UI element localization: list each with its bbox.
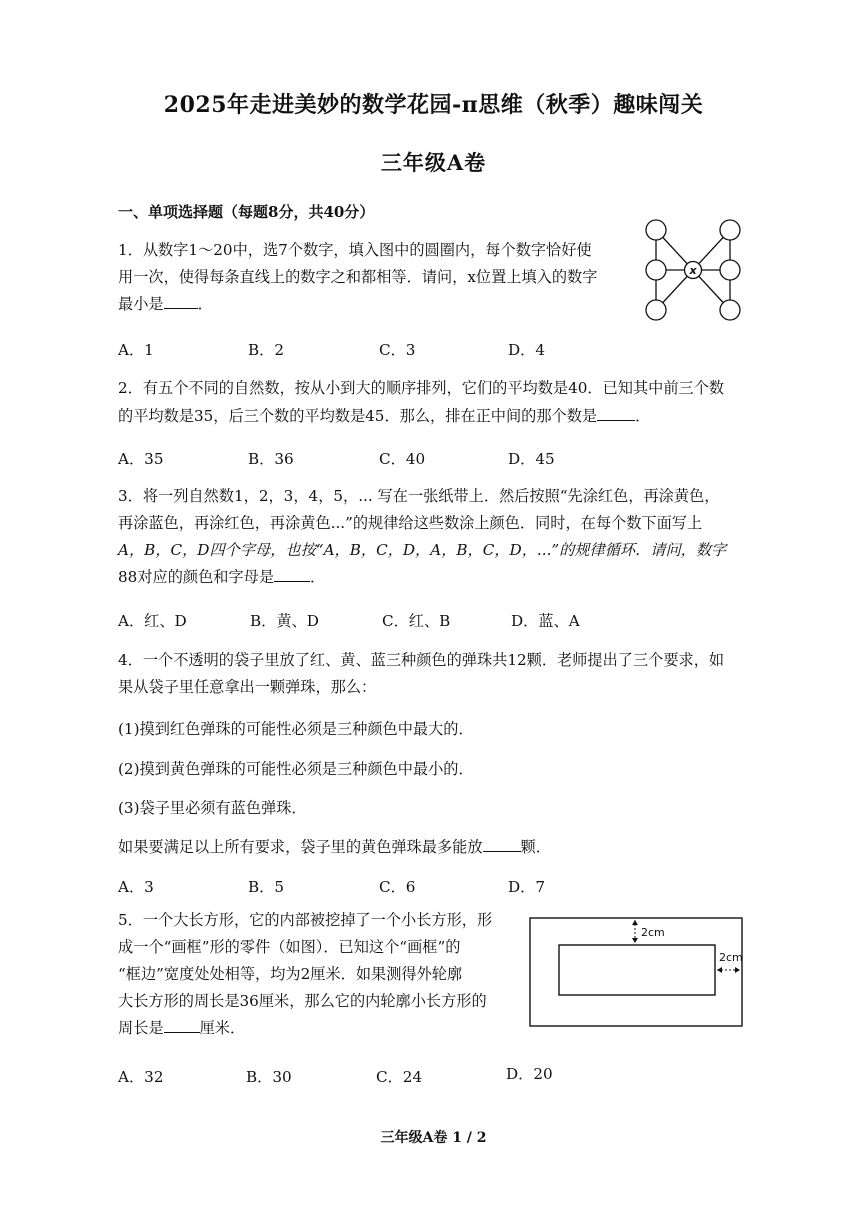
- q2-option-c[interactable]: C．40: [379, 450, 426, 468]
- q3-line-1: 3．将一列自然数1，2，3，4，5，... 写在一张纸带上．然后按照“先涂红色，再涂黄色，: [118, 487, 720, 505]
- q1-line-3-text: 最小是: [118, 295, 164, 313]
- q1-end: ．: [197, 295, 213, 313]
- q4-condition-1: (1)摸到红色弹珠的可能性必须是三种颜色中最大的．: [118, 720, 474, 738]
- q1-line-1: 1．从数字1～20中，选7个数字，填入图中的圆圈内，每个数字恰好使: [118, 241, 592, 259]
- q3-option-b[interactable]: B．黄、D: [250, 612, 319, 630]
- q5-line-5: [118, 1018, 492, 1039]
- q5-line-1: 5．一个大长方形，它的内部被挖掉了一个小长方形，形: [118, 911, 493, 929]
- q3-option-c[interactable]: C．红、B: [382, 612, 451, 630]
- q3-option-d[interactable]: D．蓝、A: [511, 612, 580, 630]
- page-footer: 三年级A卷 1 / 2: [380, 1130, 487, 1146]
- q2-line-2: [118, 406, 724, 427]
- q4-answer-blank[interactable]: [483, 837, 521, 852]
- q1-option-b[interactable]: B．2: [248, 341, 285, 359]
- q3-answer-blank[interactable]: [274, 567, 310, 582]
- q5-line-4: 大长方形的周长是36厘米，那么它的内轮廓小长方形的: [118, 992, 487, 1010]
- q3-line-4: [118, 567, 726, 588]
- q1-circle-figure: [638, 212, 748, 330]
- q2-text: [118, 378, 724, 427]
- q2-option-d[interactable]: D．45: [508, 450, 555, 468]
- q2-line-2-text: 的平均数是35，后三个数的平均数是45．那么，排在正中间的那个数是: [118, 407, 598, 425]
- q3-line-4-text: 88对应的颜色和字母是: [118, 568, 275, 586]
- q4-text: [118, 650, 724, 698]
- q5-line-2: 成一个“画框”形的零件（如图）．已知这个“画框”的: [118, 938, 461, 956]
- q4-question-text: 如果要满足以上所有要求，袋子里的黄色弹珠最多能放: [118, 838, 483, 856]
- outer-rectangle: [530, 918, 742, 1026]
- circle-bottom-right: [720, 300, 740, 320]
- q3-line-3: A，B，C，D四个字母，也按“A，B，C，D，A，B，C，D，...”的规律循环．请问，数字: [118, 541, 727, 559]
- q1-option-c[interactable]: C．3: [379, 341, 416, 359]
- q5-frame-figure: [527, 914, 749, 1030]
- q3-text: [118, 486, 726, 588]
- q2-end: ．: [635, 407, 651, 425]
- q1-figure-x-label: x: [689, 264, 697, 277]
- q4-end: 颗．: [520, 838, 551, 856]
- circle-top-right: [720, 220, 740, 240]
- q4-condition-2: (2)摸到黄色弹珠的可能性必须是三种颜色中最小的．: [118, 760, 474, 778]
- q2-option-a[interactable]: A．35: [118, 450, 164, 468]
- circle-top-left: [646, 220, 666, 240]
- q4-option-b[interactable]: B．5: [248, 878, 285, 896]
- section-heading: 一、单项选择题（每题8分，共40分）: [118, 203, 375, 221]
- q3-end: ．: [310, 568, 326, 586]
- q2-answer-blank[interactable]: [597, 406, 635, 421]
- q5-top-width-label: 2cm: [641, 926, 665, 939]
- q4-line-2: 果从袋子里任意拿出一颗弹珠，那么：: [118, 678, 377, 696]
- q5-option-d[interactable]: D．20: [506, 1065, 553, 1083]
- q4-option-c[interactable]: C．6: [379, 878, 416, 896]
- page-title: 2025年走进美妙的数学花园-π思维（秋季）趣味闯关: [163, 92, 704, 118]
- q1-line-3: [118, 294, 597, 315]
- q4-option-a[interactable]: A．3: [118, 878, 154, 896]
- q5-end: 厘米．: [199, 1019, 246, 1037]
- q5-text: [118, 910, 492, 1039]
- q5-line-3: “框边”宽度处处相等，均为2厘米．如果测得外轮廓: [118, 965, 463, 983]
- circle-mid-left: [646, 260, 666, 280]
- circle-mid-right: [720, 260, 740, 280]
- q5-option-b[interactable]: B．30: [246, 1068, 292, 1086]
- q1-option-a[interactable]: A．1: [118, 341, 154, 359]
- q1-option-d[interactable]: D．4: [508, 341, 546, 359]
- q5-line-5-text: 周长是: [118, 1019, 164, 1037]
- circle-bottom-left: [646, 300, 666, 320]
- q1-answer-blank[interactable]: [164, 294, 198, 309]
- q4-question: [118, 837, 551, 858]
- q1-line-2: 用一次，使得每条直线上的数字之和都相等．请问，x位置上填入的数字: [118, 268, 598, 286]
- q4-condition-3: (3)袋子里必须有蓝色弹珠．: [118, 799, 307, 817]
- inner-rectangle: [559, 945, 715, 995]
- q1-text: [118, 240, 597, 315]
- q2-option-b[interactable]: B．36: [248, 450, 294, 468]
- q3-option-a[interactable]: A．红、D: [118, 612, 187, 630]
- q4-option-d[interactable]: D．7: [508, 878, 546, 896]
- q2-line-1: 2．有五个不同的自然数，按从小到大的顺序排列，它们的平均数是40．已知其中前三个数: [118, 379, 725, 397]
- q5-right-width-label: 2cm: [719, 951, 743, 964]
- q5-answer-blank[interactable]: [164, 1018, 200, 1033]
- q4-line-1: 4．一个不透明的袋子里放了红、黄、蓝三种颜色的弹珠共12颗．老师提出了三个要求，如: [118, 651, 725, 669]
- q5-option-a[interactable]: A．32: [118, 1068, 164, 1086]
- q5-option-c[interactable]: C．24: [376, 1068, 423, 1086]
- page-subtitle: 三年级A卷: [380, 150, 487, 175]
- q3-line-2: 再涂蓝色，再涂红色，再涂黄色...”的规律给这些数涂上颜色．同时，在每个数下面写上: [118, 514, 703, 532]
